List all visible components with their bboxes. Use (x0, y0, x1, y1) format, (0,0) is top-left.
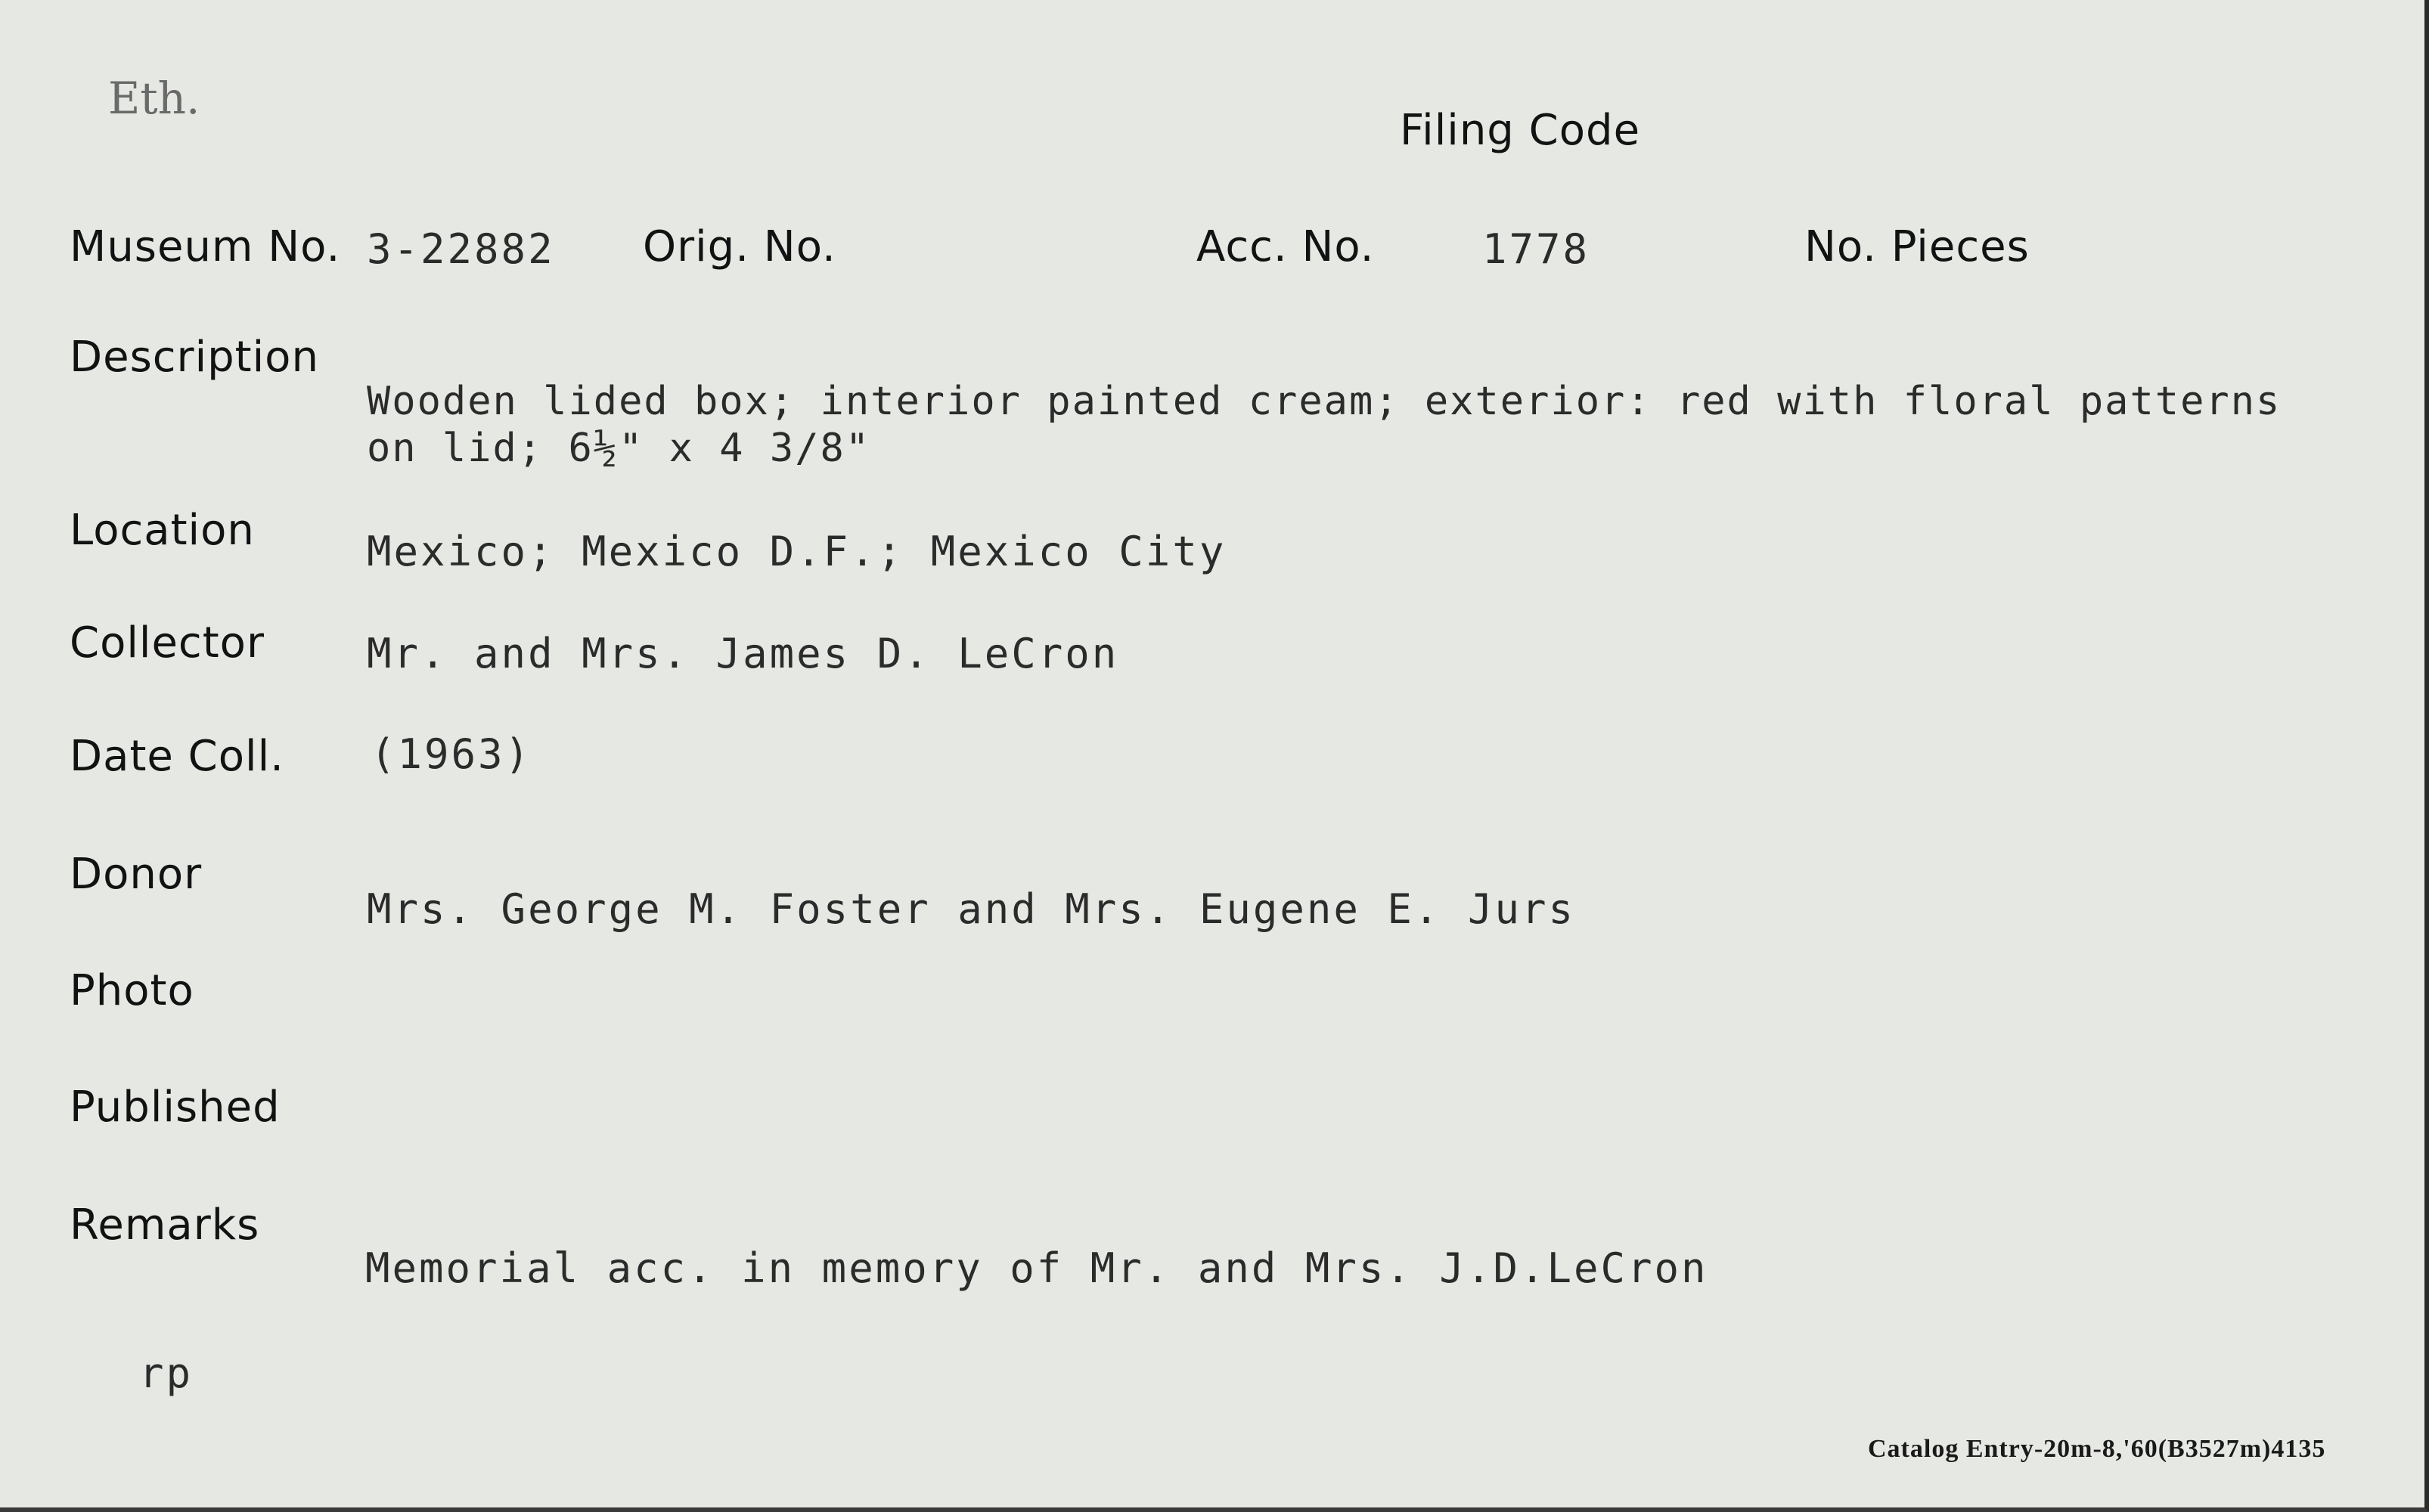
remarks-value: Memorial acc. in memory of Mr. and Mrs. J.D.LeCron (365, 1244, 1708, 1292)
published-label: Published (70, 1083, 281, 1132)
photo-label: Photo (70, 966, 194, 1015)
filing-code-label: Filing Code (1400, 106, 1641, 155)
donor-value: Mrs. George M. Foster and Mrs. Eugene E. Jurs (367, 885, 1575, 933)
description-line-1: Wooden lided box; interior painted cream; exterior: red with floral patterns (367, 379, 2282, 424)
collector-label: Collector (70, 618, 265, 668)
location-value: Mexico; Mexico D.F.; Mexico City (367, 528, 1227, 575)
museum-no-label: Museum No. (70, 222, 341, 271)
department-stamp: Eth. (108, 73, 200, 124)
description-value (367, 378, 2281, 472)
initials: rp (139, 1349, 194, 1397)
orig-no-label: Orig. No. (643, 222, 836, 271)
date-coll-label: Date Coll. (70, 732, 284, 781)
acc-no-label: Acc. No. (1196, 222, 1375, 271)
date-coll-value: (1963) (371, 730, 532, 778)
collector-value: Mr. and Mrs. James D. LeCron (367, 630, 1119, 677)
acc-no-value: 1778 (1482, 225, 1590, 273)
donor-label: Donor (70, 850, 203, 899)
description-line-2: on lid; 6½" x 4 3/8" (367, 426, 871, 471)
remarks-label: Remarks (70, 1201, 260, 1250)
location-label: Location (70, 506, 255, 555)
museum-no-value: 3-22882 (367, 225, 555, 273)
catalog-entry-footer: Catalog Entry-20m-8,'60(B3527m)4135 (1868, 1435, 2326, 1463)
description-label: Description (70, 333, 319, 382)
no-pieces-label: No. Pieces (1804, 222, 2030, 271)
